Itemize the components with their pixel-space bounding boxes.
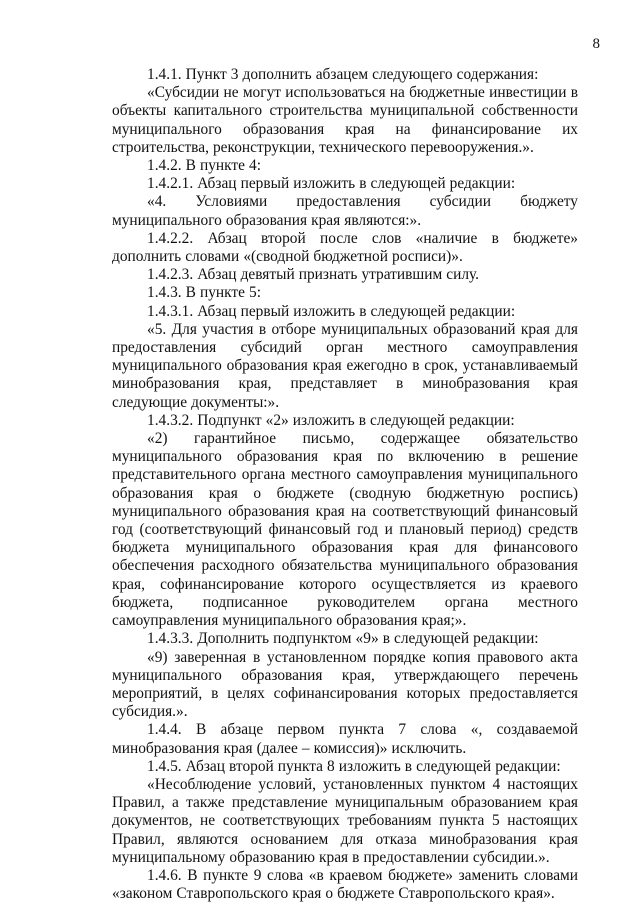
paragraph-1-4-3-2: 1.4.3.2. Подпункт «2» изложить в следующей редакции: xyxy=(147,411,515,429)
document-body xyxy=(112,66,578,903)
paragraph-quote-noncompliance: «Несоблюдение условий, установленных пунктом 4 настоящих Правил, а также представление муниципальным образованием края документов, не соответствующих требованиям пункта 5 настоящих Правил, являются основанием для отказа минобразования края муниципальному образованию края в предоставлении субсидии.». xyxy=(112,775,578,866)
paragraph-quote-subsidies: «Субсидии не могут использоваться на бюджетные инвестиции в объекты капитального строительства муниципальной собственности муниципального образования края на финансирование их строительства, реконструкции, технического перевооружения.». xyxy=(112,84,578,156)
paragraph-1-4-3-3: 1.4.3.3. Дополнить подпунктом «9» в следующей редакции: xyxy=(147,630,539,648)
paragraph-1-4-1: 1.4.1. Пункт 3 дополнить абзацем следующего содержания: xyxy=(147,66,539,83)
paragraph-quote-conditions: «4. Условиями предоставления субсидии бюджету муниципального образования края являются:». xyxy=(112,193,578,229)
page-number: 8 xyxy=(592,36,600,52)
paragraph-1-4-6: 1.4.6. В пункте 9 слова «в краевом бюджете» заменить словами «законом Ставропольского края о бюджете Ставропольского края». xyxy=(112,866,578,903)
paragraph-1-4-2-1: 1.4.2.1. Абзац первый изложить в следующей редакции: xyxy=(147,175,516,193)
paragraph-1-4-2-3: 1.4.2.3. Абзац девятый признать утратившим силу. xyxy=(147,266,480,284)
paragraph-1-4-4: 1.4.4. В абзаце первом пункта 7 слова «, создаваемой минобразования края (далее – комиссия)» исключить. xyxy=(112,721,578,757)
paragraph-1-4-3: 1.4.3. В пункте 5: xyxy=(147,284,262,302)
paragraph-quote-selection: «5. Для участия в отборе муниципальных образований края для предоставления субсидий орган местного самоуправления муниципального образования края ежегодно в срок, устанавливаемый минобразования края, представляет в минобразования края следующие документы:». xyxy=(112,320,578,411)
paragraph-1-4-2-2: 1.4.2.2. Абзац второй после слов «наличие в бюджете» дополнить словами «(сводной бюджетной росписи)». xyxy=(112,229,578,266)
paragraph-1-4-5: 1.4.5. Абзац второй пункта 8 изложить в следующей редакции: xyxy=(147,757,561,775)
paragraph-1-4-2: 1.4.2. В пункте 4: xyxy=(147,157,262,175)
paragraph-quote-legal-act-copy: «9) заверенная в установленном порядке копия правового акта муниципального образования края, утверждающего перечень мероприятий, в целях софинансирования которых предоставляется субсидия.». xyxy=(112,648,578,721)
paragraph-1-4-3-1: 1.4.3.1. Абзац первый изложить в следующей редакции: xyxy=(147,302,516,320)
paragraph-quote-guarantee-letter: «2) гарантийное письмо, содержащее обязательство муниципального образования края по включению в решение представительного органа местного самоуправления муниципального образования края о бюджете (сводную бюджетную роспись) муниципального образования края на соответствующий финансовый год (соответствующий финансовый год и плановый период) средств бюджета муниципального образования края для финансового обеспечения расходного обязательства муниципального образования края, софинансирование которого осуществляется из краевого бюджета, подписанное руководителем органа местного самоуправления муниципального образования края;». xyxy=(112,430,578,630)
